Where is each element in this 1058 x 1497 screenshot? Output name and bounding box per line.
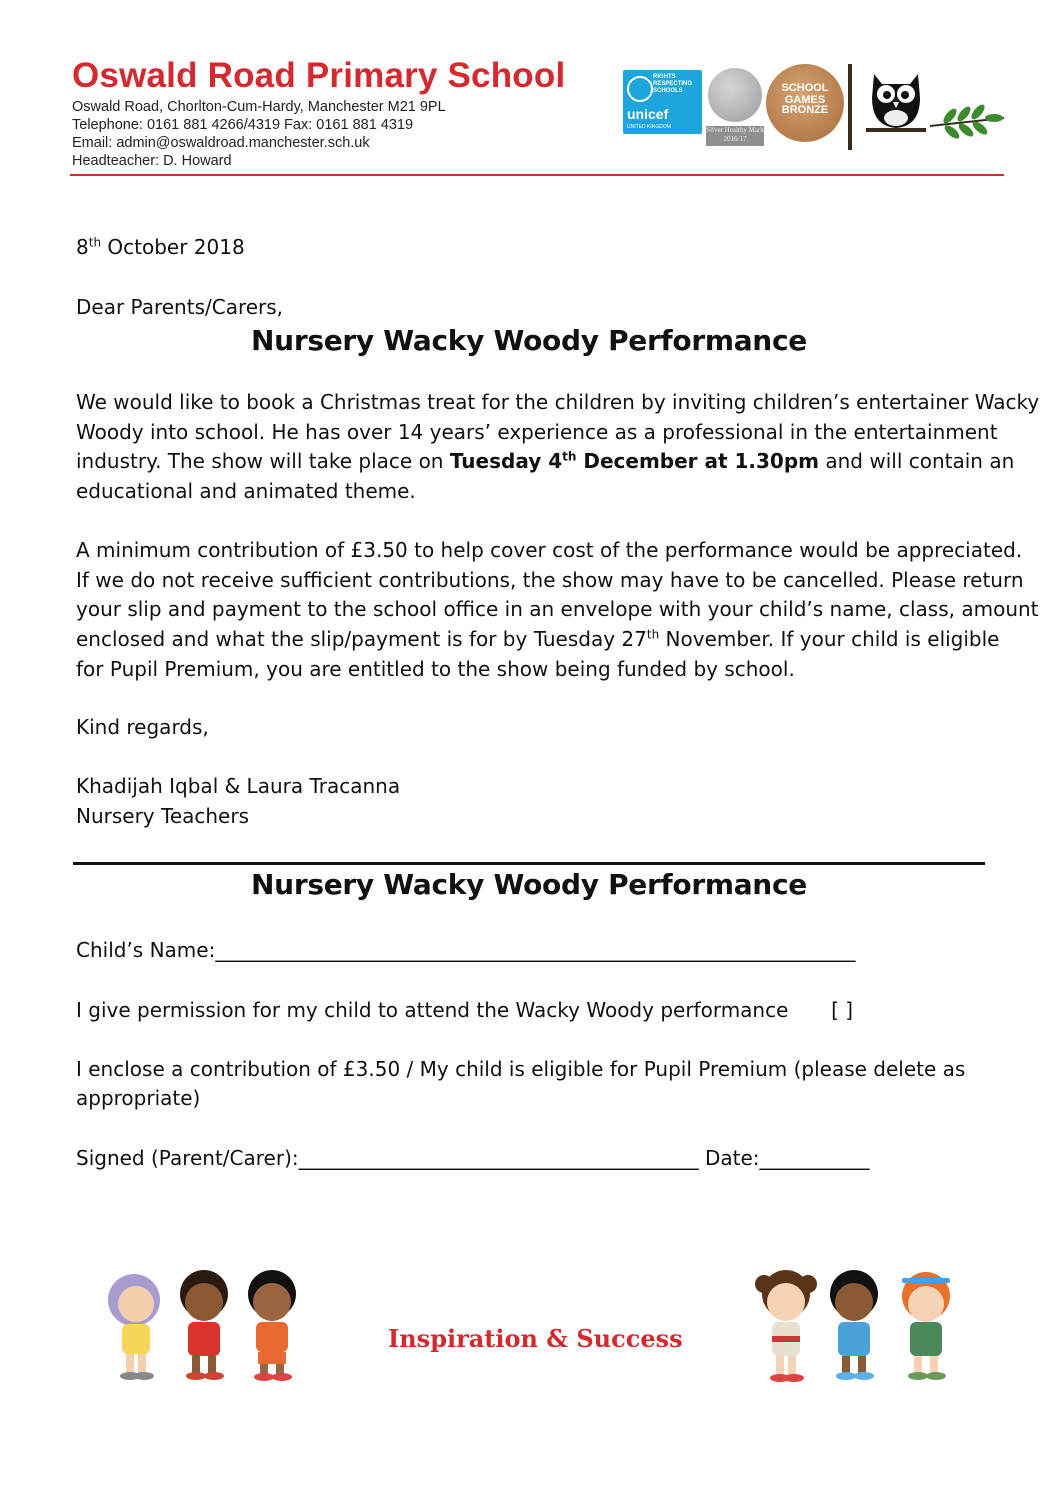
tear-off-divider [73,862,985,865]
owl-logo-icon [866,68,926,132]
permission-label: I give permission for my child to attend the Wacky Woody performance [76,998,789,1022]
leaves-icon [930,96,1004,142]
slip-title: Nursery Wacky Woody Performance [251,868,807,901]
letter-title: Nursery Wacky Woody Performance [251,324,807,357]
unicef-logo-text: unicef [627,106,669,122]
children-illustration-right [746,1264,968,1388]
bronze-badge-level: BRONZE [781,104,829,116]
school-motto: Inspiration & Success [388,1324,683,1353]
silver-badge-label: Silver Healthy Mark 2016/17 [706,126,764,146]
rrs-badge-title: RIGHTS RESPECTING SCHOOLS [653,74,693,94]
letter-date: 8th October 2018 [76,235,245,259]
childs-name-field[interactable]: Child’s Name:________________________________________________________________ [76,938,856,962]
school-name: Oswald Road Primary School [72,56,566,95]
permission-row [76,996,853,1026]
school-games-bronze-badge [766,64,844,142]
closing: Kind regards, [76,715,209,739]
signatory-role: Nursery Teachers [76,804,249,828]
contribution-statement: I enclose a contribution of £3.50 / My child is eligible for Pupil Premium (please delete as [76,1057,966,1081]
children-illustration-left [96,1264,312,1384]
headteacher: Headteacher: D. Howard [72,153,232,169]
bronze-badge-title: SCHOOL GAMES [781,82,829,106]
paragraph-contribution: A minimum contribution of £3.50 to help cover cost of the performance would be appreciated. If we do not receive sufficient contributions, the show may have to be cancelled. Please return your slip and payment to the school office in an envelope with your child’s name, class, amount enclosed and what the slip/payment is for by Tuesday 27th November. If your child is eligible for Pupil Premium, you are entitled to the show being funded by school. [76,538,1039,681]
signature-date-field[interactable]: Signed (Parent/Carer):________________________________________ Date:___________ [76,1146,870,1170]
header-rule [70,174,1004,176]
paragraph-intro: We would like to book a Christmas treat for the children by inviting children’s entertainer Wacky Woody into school. He has over 14 years’ experience as a professional in the entertainment industry. The show will take place on Tuesday 4th December at 1.30pm and will contain an educational and animated theme. [76,390,1040,504]
performance-datetime: Tuesday 4th December at 1.30pm [449,449,820,474]
rights-respecting-schools-badge [623,70,702,134]
globe-icon [627,76,653,102]
healthy-schools-silver-badge [708,68,762,122]
school-address: Oswald Road, Chorlton-Cum-Hardy, Manchester M21 9PL [72,99,446,115]
school-phone: Telephone: 0161 881 4266/4319 Fax: 0161 881 4319 [72,117,414,133]
salutation: Dear Parents/Carers, [76,295,284,319]
permission-checkbox[interactable]: [ ] [831,998,854,1022]
rrs-badge-subtitle: UNITED KINGDOM [627,124,671,130]
signatory-names: Khadijah Iqbal & Laura Tracanna [76,774,401,798]
school-email: Email: admin@oswaldroad.manchester.sch.uk [72,135,370,151]
contribution-statement-cont: appropriate) [76,1086,201,1110]
branch-divider [848,64,852,150]
